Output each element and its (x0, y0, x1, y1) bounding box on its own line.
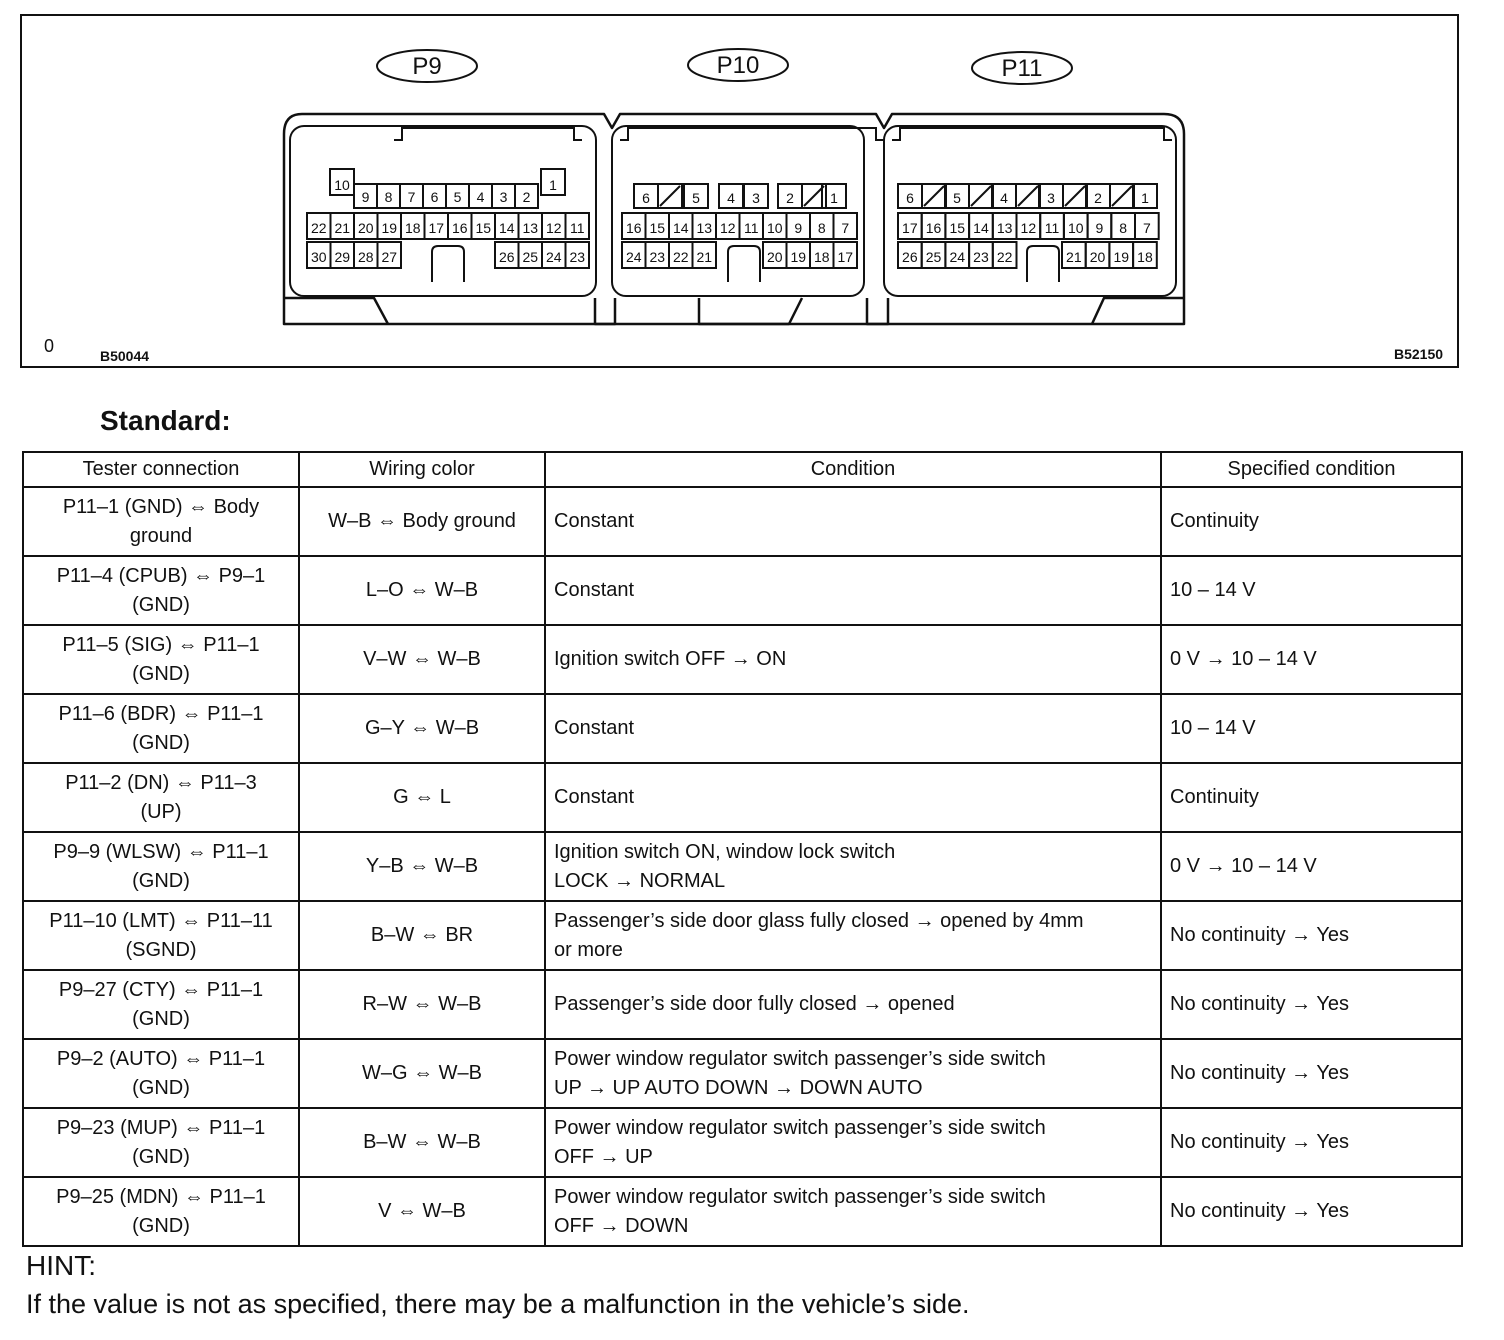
terminal-number: 21 (1066, 249, 1082, 265)
tester-connection-cell (23, 1177, 299, 1246)
blank-cavity-slash (660, 186, 680, 206)
tester-connection-text: P11–1 (GND) ⇔ Body (62, 495, 260, 518)
terminal-number: 1 (830, 190, 838, 206)
terminal-number: 9 (794, 220, 803, 236)
table-row (23, 832, 1462, 901)
terminal-number: 21 (334, 220, 351, 236)
tester-connection-text: (GND) (132, 662, 190, 685)
tester-connection-text: (GND) (132, 869, 190, 892)
terminal-number: 6 (642, 190, 650, 206)
left-figure-code: B50044 (100, 348, 150, 364)
housing-key (892, 128, 1172, 140)
terminal-number: 15 (949, 220, 966, 236)
terminal-number: 11 (1044, 220, 1060, 236)
connector-body (290, 126, 596, 296)
condition-text: Passenger’s side door glass fully closed → opened by 4mm (554, 909, 1084, 932)
terminal-number: 17 (902, 220, 918, 236)
condition-text: Constant (554, 510, 635, 532)
tester-connection-text: (GND) (132, 1214, 190, 1237)
terminal-number: 27 (381, 249, 398, 265)
blank-cavity-slash (1112, 186, 1132, 206)
terminal-number: 14 (672, 220, 689, 236)
terminal-number: 16 (451, 220, 468, 236)
terminal-number: 26 (902, 249, 918, 265)
condition-text: OFF → DOWN (554, 1214, 689, 1237)
wiring-color-cell: B–W ⇔ BR (299, 901, 545, 970)
terminal-number: 2 (786, 190, 794, 206)
table-row (23, 901, 1462, 970)
blank-cavity-slash (924, 186, 944, 206)
housing-key (394, 128, 582, 140)
specified-condition-cell: No continuity → Yes (1161, 901, 1462, 970)
wiring-color-cell: V–W ⇔ W–B (299, 625, 545, 694)
terminal-number: 25 (522, 249, 539, 265)
wiring-color-cell: G ⇔ L (299, 763, 545, 832)
blank-cavity-slash (1065, 186, 1085, 206)
terminal-number: 7 (841, 220, 850, 236)
terminal-number: 10 (766, 220, 783, 236)
terminal-number: 13 (522, 220, 539, 236)
terminal-number: 2 (522, 189, 531, 205)
terminal-number: 25 (925, 249, 942, 265)
condition-text: UP → UP AUTO DOWN → DOWN AUTO (554, 1076, 923, 1099)
tester-connection-cell (23, 901, 299, 970)
connector-label: P11 (1001, 55, 1043, 82)
specified-condition-cell: Continuity (1161, 763, 1462, 832)
tester-connection-text: (GND) (132, 1145, 190, 1168)
terminal-number: 13 (696, 220, 713, 236)
connector-drawing (22, 16, 1457, 366)
terminal-number: 4 (476, 189, 485, 205)
table-row (23, 970, 1462, 1039)
table-row (23, 694, 1462, 763)
housing-key (620, 128, 884, 140)
terminal-number: 16 (925, 220, 942, 236)
condition-text: Ignition switch ON, window lock switch (554, 840, 896, 863)
terminal-number: 22 (310, 220, 327, 236)
terminal-number: 17 (837, 249, 854, 265)
terminal-number: 19 (790, 249, 807, 265)
terminal-number: 23 (569, 249, 586, 265)
wiring-color-cell: W–B ⇔ Body ground (299, 487, 545, 556)
tester-connection-text: (GND) (132, 1076, 190, 1099)
tester-connection-text: P9–2 (AUTO) ⇔ P11–1 (56, 1047, 266, 1070)
tester-connection-text: P9–23 (MUP) ⇔ P11–1 (56, 1116, 266, 1139)
terminal-number: 23 (649, 249, 666, 265)
terminal-number: 21 (696, 249, 713, 265)
terminal-number: 7 (1142, 220, 1151, 236)
terminal-number: 14 (498, 220, 515, 236)
terminal-number: 1 (549, 177, 557, 193)
condition-text: Ignition switch OFF → ON (554, 648, 787, 670)
terminal-number: 14 (973, 220, 989, 236)
table-row (23, 625, 1462, 694)
standard-heading: Standard: (100, 405, 231, 436)
tester-connection-cell (23, 694, 299, 763)
connector-label: P10 (716, 52, 760, 79)
condition-cell (545, 832, 1161, 901)
terminal-number: 15 (649, 220, 666, 236)
connector-body (884, 126, 1176, 296)
terminal-number: 30 (310, 249, 327, 265)
condition-cell (545, 1039, 1161, 1108)
terminal-number: 15 (475, 220, 492, 236)
tester-connection-cell (23, 487, 299, 556)
table-row (23, 556, 1462, 625)
terminal-number: 13 (996, 220, 1013, 236)
connector-body (612, 126, 864, 296)
condition-text: Constant (554, 786, 635, 808)
terminal-number: 18 (404, 220, 421, 236)
terminal-number: 19 (1113, 249, 1130, 265)
terminal-number: 20 (1089, 249, 1106, 265)
specified-condition-cell: 0 V → 10 – 14 V (1161, 625, 1462, 694)
terminal-number: 12 (1020, 220, 1037, 236)
terminal-number: 6 (906, 190, 914, 206)
tester-connection-text: P11–4 (CPUB) ⇔ P9–1 (56, 564, 266, 587)
header-wiring-color: Wiring color (299, 452, 545, 487)
tester-connection-cell (23, 832, 299, 901)
table-row (23, 487, 1462, 556)
terminal-number: 12 (545, 220, 562, 236)
tester-connection-text: (GND) (132, 593, 190, 616)
specified-condition-cell: 10 – 14 V (1161, 694, 1462, 763)
table-row (23, 1039, 1462, 1108)
terminal-number: 11 (569, 220, 585, 236)
terminal-number: 9 (1095, 220, 1104, 236)
terminal-number: 7 (407, 189, 416, 205)
terminal-number: 18 (813, 249, 830, 265)
table-row (23, 1177, 1462, 1246)
hint-text: If the value is not as specified, there may be a malfunction in the vehicle’s side. (26, 1289, 970, 1319)
condition-cell (545, 694, 1161, 763)
tester-connection-text: (UP) (140, 800, 182, 823)
tester-connection-text: P9–25 (MDN) ⇔ P11–1 (56, 1185, 266, 1208)
tester-connection-text: P11–2 (DN) ⇔ P11–3 (65, 771, 257, 794)
condition-cell (545, 763, 1161, 832)
tester-connection-cell (23, 1108, 299, 1177)
specified-condition-cell: 10 – 14 V (1161, 556, 1462, 625)
condition-cell (545, 1108, 1161, 1177)
tester-connection-cell (23, 625, 299, 694)
tester-connection-text: P9–9 (WLSW) ⇔ P11–1 (53, 840, 269, 863)
hint-label: HINT: (26, 1250, 96, 1281)
terminal-number: 28 (357, 249, 374, 265)
tester-connection-text: (GND) (132, 731, 190, 754)
condition-text: Constant (554, 717, 635, 739)
wiring-color-cell: Y–B ⇔ W–B (299, 832, 545, 901)
terminal-number: 22 (672, 249, 689, 265)
header-condition: Condition (545, 452, 1161, 487)
terminal-number: 3 (752, 190, 760, 206)
terminal-number: 26 (498, 249, 515, 265)
terminal-number: 4 (1000, 190, 1008, 206)
terminal-number: 9 (361, 189, 370, 205)
wiring-color-cell: B–W ⇔ W–B (299, 1108, 545, 1177)
connector-housing (284, 114, 1184, 324)
terminal-number: 1 (1141, 190, 1149, 206)
latch-notch (1027, 246, 1059, 282)
wiring-color-cell: V ⇔ W–B (299, 1177, 545, 1246)
condition-text: OFF → UP (554, 1145, 653, 1168)
latch-notch (432, 246, 464, 282)
terminal-number: 12 (719, 220, 736, 236)
terminal-number: 6 (430, 189, 439, 205)
terminal-number: 16 (625, 220, 642, 236)
condition-cell (545, 556, 1161, 625)
terminal-number: 24 (545, 249, 562, 265)
table-header-row (23, 452, 1462, 487)
spec-table (22, 451, 1463, 1247)
terminal-number: 3 (1047, 190, 1055, 206)
tester-connection-text: P11–10 (LMT) ⇔ P11–11 (49, 909, 273, 932)
terminal-number: 3 (499, 189, 508, 205)
specified-condition-cell: 0 V → 10 – 14 V (1161, 832, 1462, 901)
tester-connection-text: (GND) (132, 1007, 190, 1030)
table-row (23, 1108, 1462, 1177)
terminal-number: 24 (625, 249, 642, 265)
condition-cell (545, 1177, 1161, 1246)
terminal-number: 10 (334, 177, 350, 193)
terminal-number: 17 (428, 220, 445, 236)
condition-text: LOCK → NORMAL (554, 869, 726, 892)
terminal-number: 10 (1067, 220, 1084, 236)
terminal-number: 8 (1119, 220, 1128, 236)
tester-connection-text: (SGND) (125, 938, 197, 961)
wiring-color-cell: R–W ⇔ W–B (299, 970, 545, 1039)
condition-cell (545, 901, 1161, 970)
tester-connection-cell (23, 1039, 299, 1108)
terminal-number: 4 (727, 190, 735, 206)
header-specified-condition: Specified condition (1161, 452, 1462, 487)
condition-text: or more (554, 938, 623, 961)
tester-connection-text: P11–6 (BDR) ⇔ P11–1 (58, 702, 264, 725)
condition-cell (545, 625, 1161, 694)
tester-connection-cell (23, 763, 299, 832)
corner-mark: 0 (44, 336, 55, 356)
wiring-color-cell: L–O ⇔ W–B (299, 556, 545, 625)
condition-text: Constant (554, 579, 635, 601)
right-figure-code: B52150 (1394, 346, 1444, 362)
terminal-number: 5 (953, 190, 961, 206)
latch-notch (728, 246, 760, 282)
terminal-number: 29 (334, 249, 351, 265)
terminal-number: 23 (973, 249, 989, 265)
condition-text: Passenger’s side door fully closed → opened (554, 993, 955, 1015)
header-tester-connection: Tester connection (23, 452, 299, 487)
table-row (23, 763, 1462, 832)
wiring-color-cell: G–Y ⇔ W–B (299, 694, 545, 763)
tester-connection-text: P9–27 (CTY) ⇔ P11–1 (58, 978, 264, 1001)
specified-condition-cell: No continuity → Yes (1161, 1177, 1462, 1246)
terminal-number: 11 (743, 220, 759, 236)
tester-connection-cell (23, 970, 299, 1039)
blank-cavity-slash (971, 186, 991, 206)
condition-text: Power window regulator switch passenger’s side switch (554, 1047, 1046, 1070)
terminal-number: 20 (357, 220, 374, 236)
condition-cell (545, 487, 1161, 556)
terminal-number: 2 (1094, 190, 1102, 206)
condition-text: Power window regulator switch passenger’s side switch (554, 1185, 1046, 1208)
connector-diagram (20, 14, 1459, 368)
terminal-number: 18 (1137, 249, 1153, 265)
condition-cell (545, 970, 1161, 1039)
specified-condition-cell: No continuity → Yes (1161, 1108, 1462, 1177)
specified-condition-cell: No continuity → Yes (1161, 1039, 1462, 1108)
tester-connection-cell (23, 556, 299, 625)
terminal-number: 5 (453, 189, 462, 205)
terminal-number: 8 (384, 189, 393, 205)
terminal-number: 5 (692, 190, 700, 206)
connector-label: P9 (412, 53, 442, 80)
blank-cavity-slash (1018, 186, 1038, 206)
specified-condition-cell: No continuity → Yes (1161, 970, 1462, 1039)
wiring-color-cell: W–G ⇔ W–B (299, 1039, 545, 1108)
tester-connection-text: ground (129, 524, 193, 547)
terminal-number: 19 (381, 220, 398, 236)
tester-connection-text: P11–5 (SIG) ⇔ P11–1 (62, 633, 260, 656)
specified-condition-cell: Continuity (1161, 487, 1462, 556)
condition-text: Power window regulator switch passenger’s side switch (554, 1116, 1046, 1139)
terminal-number: 24 (949, 249, 966, 265)
terminal-number: 8 (817, 220, 826, 236)
terminal-number: 22 (996, 249, 1013, 265)
terminal-number: 20 (766, 249, 783, 265)
